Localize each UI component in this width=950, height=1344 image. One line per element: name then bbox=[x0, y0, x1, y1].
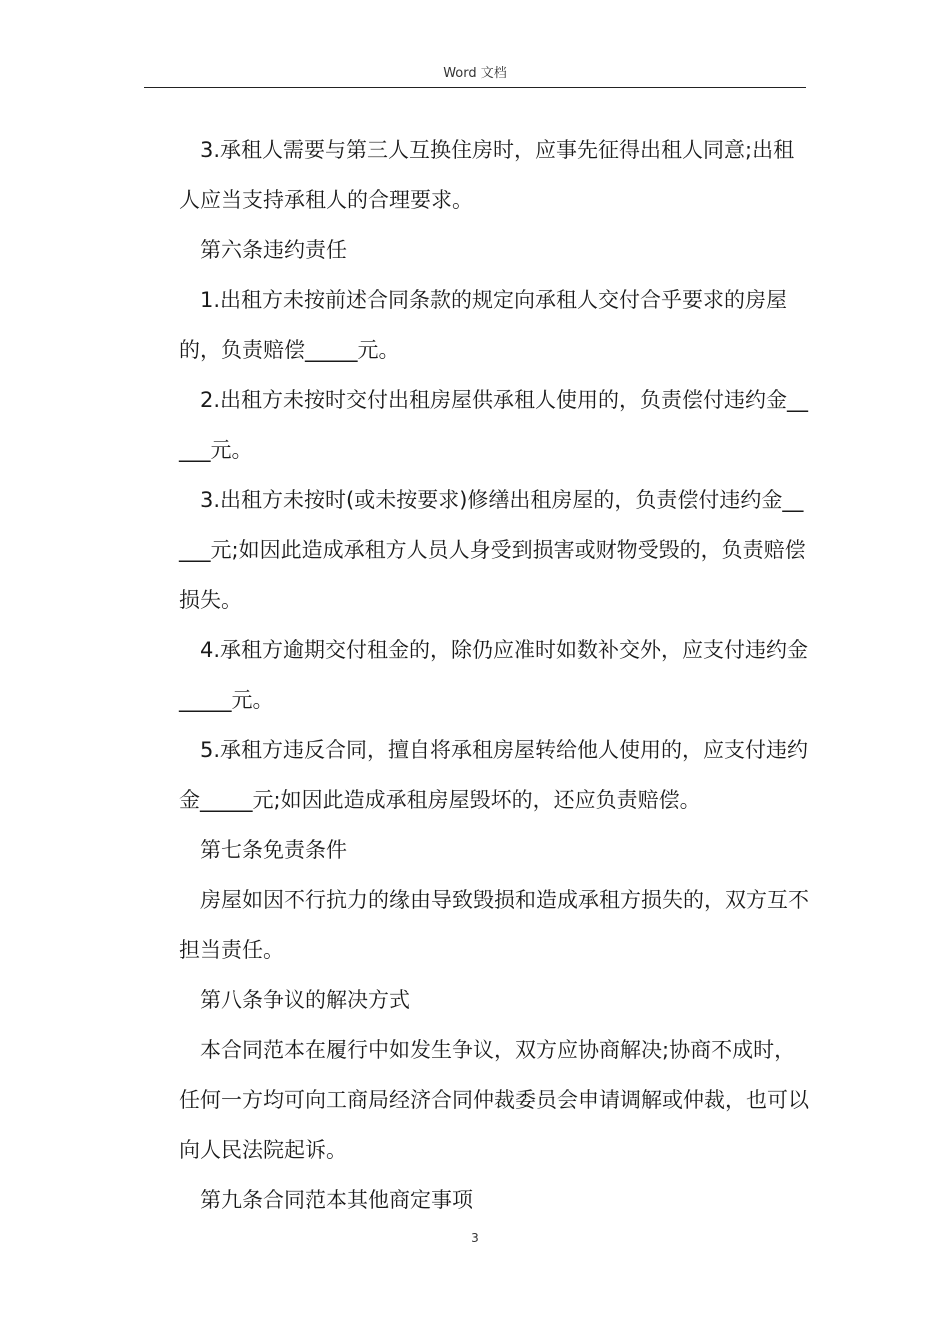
paragraph-breach-2: 2.出租方未按时交付出租房屋供承租人使用的，负责偿付违约金_____元。 bbox=[179, 388, 809, 462]
header-rule bbox=[144, 87, 806, 88]
paragraph-clause-3-exchange: 3.承租人需要与第三人互换住房时，应事先征得出租人同意;出租人应当支持承租人的合理要求。 bbox=[179, 138, 795, 212]
paragraph-breach-3: 3.出租方未按时(或未按要求)修缮出租房屋的，负责偿付违约金_____元;如因此造成承租方人员人身受到损害或财物受毁的，负责赔偿损失。 bbox=[179, 488, 806, 612]
paragraph-breach-1: 1.出租方未按前述合同条款的规定向承租人交付合乎要求的房屋的，负责赔偿_____元。 bbox=[179, 288, 788, 362]
heading-article-7: 第七条免责条件 bbox=[200, 838, 347, 862]
heading-article-9: 第九条合同范本其他商定事项 bbox=[200, 1188, 473, 1212]
paragraph-breach-4: 4.承租方逾期交付租金的，除仍应准时如数补交外，应支付违约金_____元。 bbox=[179, 638, 809, 712]
header-title: Word 文档 bbox=[443, 66, 507, 81]
page-number: 3 bbox=[471, 1231, 479, 1245]
heading-article-8: 第八条争议的解决方式 bbox=[200, 988, 410, 1012]
paragraph-breach-5: 5.承租方违反合同，擅自将承租房屋转给他人使用的，应支付违约金_____元;如因此造成承租房屋毁坏的，还应负责赔偿。 bbox=[179, 738, 809, 812]
document-body bbox=[179, 125, 811, 1225]
paragraph-force-majeure: 房屋如因不行抗力的缘由导致毁损和造成承租方损失的，双方互不担当责任。 bbox=[179, 888, 809, 962]
paragraph-dispute-resolution: 本合同范本在履行中如发生争议，双方应协商解决;协商不成时，任何一方均可向工商局经济合同仲裁委员会申请调解或仲裁，也可以向人民法院起诉。 bbox=[179, 1038, 809, 1162]
heading-article-6: 第六条违约责任 bbox=[200, 238, 347, 262]
